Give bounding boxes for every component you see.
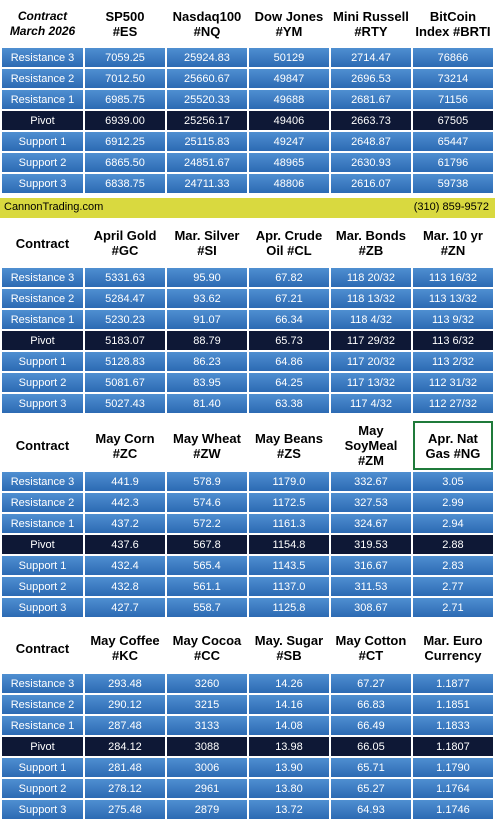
site-banner xyxy=(0,198,495,218)
contract-label: Contract xyxy=(2,421,83,470)
level-value: 1172.5 xyxy=(249,493,329,512)
level-value: 2696.53 xyxy=(331,69,411,88)
level-value: 117 29/32 xyxy=(331,331,411,350)
level-value: 2.88 xyxy=(413,535,493,554)
level-value: 67505 xyxy=(413,111,493,130)
level-row xyxy=(2,493,493,512)
level-label: Support 2 xyxy=(2,577,83,596)
level-value: 2681.67 xyxy=(331,90,411,109)
level-label: Pivot xyxy=(2,331,83,350)
level-label: Resistance 2 xyxy=(2,289,83,308)
level-value: 5128.83 xyxy=(85,352,165,371)
level-value: 6838.75 xyxy=(85,174,165,193)
level-label: Pivot xyxy=(2,535,83,554)
level-row xyxy=(2,758,493,777)
level-value: 3133 xyxy=(167,716,247,735)
contract-label: Contract xyxy=(2,220,83,266)
level-value: 2879 xyxy=(167,800,247,819)
level-value: 5230.23 xyxy=(85,310,165,329)
level-value: 3006 xyxy=(167,758,247,777)
contract-month: March 2026 xyxy=(9,24,76,38)
section-metals-energy-rates xyxy=(0,218,495,415)
col-header-selected: Apr. Nat Gas #NG xyxy=(413,421,493,470)
level-value: 6985.75 xyxy=(85,90,165,109)
col-header: Mini Russell #RTY xyxy=(331,2,411,46)
level-value: 2616.07 xyxy=(331,174,411,193)
level-value: 1.1877 xyxy=(413,674,493,693)
level-value: 86.23 xyxy=(167,352,247,371)
level-row xyxy=(2,598,493,617)
level-label: Resistance 3 xyxy=(2,48,83,67)
level-value: 1161.3 xyxy=(249,514,329,533)
level-value: 1.1764 xyxy=(413,779,493,798)
level-row xyxy=(2,514,493,533)
level-value: 48965 xyxy=(249,153,329,172)
level-value: 49688 xyxy=(249,90,329,109)
level-value: 5331.63 xyxy=(85,268,165,287)
level-value: 1.1851 xyxy=(413,695,493,714)
level-value: 49406 xyxy=(249,111,329,130)
level-value: 1.1833 xyxy=(413,716,493,735)
level-label: Resistance 2 xyxy=(2,493,83,512)
col-header: Apr. Crude Oil #CL xyxy=(249,220,329,266)
level-value: 572.2 xyxy=(167,514,247,533)
level-value: 112 27/32 xyxy=(413,394,493,413)
level-value: 2.71 xyxy=(413,598,493,617)
level-value: 561.1 xyxy=(167,577,247,596)
col-header: Nasdaq100 #NQ xyxy=(167,2,247,46)
level-row xyxy=(2,556,493,575)
level-value: 50129 xyxy=(249,48,329,67)
contract-label: Contract xyxy=(17,9,68,23)
level-label: Support 2 xyxy=(2,779,83,798)
level-value: 83.95 xyxy=(167,373,247,392)
col-header: May Corn #ZC xyxy=(85,421,165,470)
level-value: 13.98 xyxy=(249,737,329,756)
level-value: 25660.67 xyxy=(167,69,247,88)
level-row xyxy=(2,695,493,714)
level-row xyxy=(2,48,493,67)
level-value: 65.27 xyxy=(331,779,411,798)
level-value: 66.34 xyxy=(249,310,329,329)
level-row xyxy=(2,310,493,329)
level-value: 284.12 xyxy=(85,737,165,756)
level-label: Support 3 xyxy=(2,598,83,617)
level-value: 112 31/32 xyxy=(413,373,493,392)
level-value: 3215 xyxy=(167,695,247,714)
level-label: Resistance 2 xyxy=(2,69,83,88)
level-row xyxy=(2,779,493,798)
header-row xyxy=(2,421,493,470)
level-value: 442.3 xyxy=(85,493,165,512)
level-value: 118 4/32 xyxy=(331,310,411,329)
level-value: 578.9 xyxy=(167,472,247,491)
level-value: 65447 xyxy=(413,132,493,151)
col-header: SP500 #ES xyxy=(85,2,165,46)
pivot-row xyxy=(2,737,493,756)
level-row xyxy=(2,394,493,413)
col-header: May Wheat #ZW xyxy=(167,421,247,470)
level-value: 6912.25 xyxy=(85,132,165,151)
col-header: May SoyMeal #ZM xyxy=(331,421,411,470)
level-label: Support 3 xyxy=(2,174,83,193)
col-header: Mar. 10 yr #ZN xyxy=(413,220,493,266)
level-value: 88.79 xyxy=(167,331,247,350)
level-value: 25256.17 xyxy=(167,111,247,130)
level-value: 311.53 xyxy=(331,577,411,596)
header-row xyxy=(2,220,493,266)
level-value: 14.26 xyxy=(249,674,329,693)
level-value: 1125.8 xyxy=(249,598,329,617)
level-value: 565.4 xyxy=(167,556,247,575)
level-value: 117 13/32 xyxy=(331,373,411,392)
level-value: 293.48 xyxy=(85,674,165,693)
section-grains xyxy=(0,419,495,619)
level-row xyxy=(2,472,493,491)
level-value: 14.08 xyxy=(249,716,329,735)
level-label: Resistance 1 xyxy=(2,716,83,735)
col-header: May Coffee #KC xyxy=(85,624,165,672)
level-value: 81.40 xyxy=(167,394,247,413)
level-value: 91.07 xyxy=(167,310,247,329)
site-link[interactable]: CannonTrading.com xyxy=(4,201,104,213)
level-value: 5183.07 xyxy=(85,331,165,350)
level-value: 1.1807 xyxy=(413,737,493,756)
level-row xyxy=(2,289,493,308)
level-value: 437.6 xyxy=(85,535,165,554)
level-row xyxy=(2,352,493,371)
level-row xyxy=(2,674,493,693)
col-header: Mar. Euro Currency xyxy=(413,624,493,672)
pivot-row xyxy=(2,111,493,130)
level-row xyxy=(2,268,493,287)
col-header: BitCoin Index #BRTI xyxy=(413,2,493,46)
level-value: 63.38 xyxy=(249,394,329,413)
level-value: 290.12 xyxy=(85,695,165,714)
level-value: 567.8 xyxy=(167,535,247,554)
level-value: 113 6/32 xyxy=(413,331,493,350)
level-value: 2630.93 xyxy=(331,153,411,172)
level-value: 67.27 xyxy=(331,674,411,693)
level-value: 66.49 xyxy=(331,716,411,735)
level-value: 281.48 xyxy=(85,758,165,777)
level-value: 558.7 xyxy=(167,598,247,617)
level-row xyxy=(2,716,493,735)
level-value: 61796 xyxy=(413,153,493,172)
level-label: Resistance 3 xyxy=(2,472,83,491)
level-value: 65.71 xyxy=(331,758,411,777)
level-value: 2663.73 xyxy=(331,111,411,130)
level-label: Pivot xyxy=(2,737,83,756)
col-header: Mar. Silver #SI xyxy=(167,220,247,266)
col-header: May. Sugar #SB xyxy=(249,624,329,672)
level-row xyxy=(2,174,493,193)
section-indices xyxy=(0,0,495,195)
header-row xyxy=(2,2,493,46)
level-label: Support 2 xyxy=(2,153,83,172)
level-label: Support 1 xyxy=(2,132,83,151)
level-label: Support 1 xyxy=(2,758,83,777)
level-value: 332.67 xyxy=(331,472,411,491)
level-value: 117 4/32 xyxy=(331,394,411,413)
level-value: 113 2/32 xyxy=(413,352,493,371)
level-row xyxy=(2,153,493,172)
pivot-row xyxy=(2,535,493,554)
level-value: 93.62 xyxy=(167,289,247,308)
level-label: Resistance 1 xyxy=(2,90,83,109)
level-value: 7059.25 xyxy=(85,48,165,67)
level-label: Resistance 3 xyxy=(2,674,83,693)
level-label: Support 3 xyxy=(2,800,83,819)
phone-number: (310) 859-9572 xyxy=(413,201,489,213)
level-value: 6939.00 xyxy=(85,111,165,130)
level-value: 13.72 xyxy=(249,800,329,819)
level-value: 67.21 xyxy=(249,289,329,308)
level-row xyxy=(2,373,493,392)
level-label: Resistance 1 xyxy=(2,514,83,533)
col-header: May Beans #ZS xyxy=(249,421,329,470)
level-value: 14.16 xyxy=(249,695,329,714)
level-value: 308.67 xyxy=(331,598,411,617)
level-value: 2.83 xyxy=(413,556,493,575)
level-value: 2714.47 xyxy=(331,48,411,67)
pivot-row xyxy=(2,331,493,350)
level-value: 113 13/32 xyxy=(413,289,493,308)
level-value: 95.90 xyxy=(167,268,247,287)
level-label: Support 1 xyxy=(2,556,83,575)
level-value: 275.48 xyxy=(85,800,165,819)
level-value: 574.6 xyxy=(167,493,247,512)
level-value: 316.67 xyxy=(331,556,411,575)
level-row xyxy=(2,132,493,151)
level-value: 319.53 xyxy=(331,535,411,554)
level-value: 2961 xyxy=(167,779,247,798)
level-value: 49247 xyxy=(249,132,329,151)
level-value: 76866 xyxy=(413,48,493,67)
level-label: Support 1 xyxy=(2,352,83,371)
level-value: 437.2 xyxy=(85,514,165,533)
level-value: 5027.43 xyxy=(85,394,165,413)
level-value: 324.67 xyxy=(331,514,411,533)
level-value: 432.4 xyxy=(85,556,165,575)
level-value: 432.8 xyxy=(85,577,165,596)
header-row xyxy=(2,624,493,672)
level-value: 49847 xyxy=(249,69,329,88)
level-value: 118 20/32 xyxy=(331,268,411,287)
level-value: 67.82 xyxy=(249,268,329,287)
level-value: 113 16/32 xyxy=(413,268,493,287)
level-value: 25115.83 xyxy=(167,132,247,151)
section-softs-currency xyxy=(0,622,495,821)
level-row xyxy=(2,577,493,596)
level-label: Resistance 3 xyxy=(2,268,83,287)
level-value: 1179.0 xyxy=(249,472,329,491)
level-value: 25924.83 xyxy=(167,48,247,67)
level-value: 3088 xyxy=(167,737,247,756)
level-value: 441.9 xyxy=(85,472,165,491)
level-value: 1143.5 xyxy=(249,556,329,575)
level-value: 3.05 xyxy=(413,472,493,491)
col-header: Mar. Bonds #ZB xyxy=(331,220,411,266)
level-value: 3260 xyxy=(167,674,247,693)
level-value: 1.1790 xyxy=(413,758,493,777)
level-row xyxy=(2,90,493,109)
level-value: 118 13/32 xyxy=(331,289,411,308)
level-value: 2.94 xyxy=(413,514,493,533)
level-row xyxy=(2,800,493,819)
level-value: 73214 xyxy=(413,69,493,88)
col-header: May Cocoa #CC xyxy=(167,624,247,672)
level-value: 13.80 xyxy=(249,779,329,798)
level-value: 1137.0 xyxy=(249,577,329,596)
level-value: 66.83 xyxy=(331,695,411,714)
level-row xyxy=(2,69,493,88)
level-value: 59738 xyxy=(413,174,493,193)
level-label: Support 2 xyxy=(2,373,83,392)
level-value: 1154.8 xyxy=(249,535,329,554)
level-value: 25520.33 xyxy=(167,90,247,109)
level-value: 427.7 xyxy=(85,598,165,617)
level-value: 24711.33 xyxy=(167,174,247,193)
level-value: 64.25 xyxy=(249,373,329,392)
level-value: 24851.67 xyxy=(167,153,247,172)
level-value: 6865.50 xyxy=(85,153,165,172)
level-label: Resistance 1 xyxy=(2,310,83,329)
level-value: 48806 xyxy=(249,174,329,193)
level-value: 5284.47 xyxy=(85,289,165,308)
level-value: 113 9/32 xyxy=(413,310,493,329)
level-label: Pivot xyxy=(2,111,83,130)
level-value: 278.12 xyxy=(85,779,165,798)
level-value: 117 20/32 xyxy=(331,352,411,371)
level-value: 64.93 xyxy=(331,800,411,819)
level-value: 2648.87 xyxy=(331,132,411,151)
level-value: 2.99 xyxy=(413,493,493,512)
level-value: 7012.50 xyxy=(85,69,165,88)
level-value: 5081.67 xyxy=(85,373,165,392)
level-value: 2.77 xyxy=(413,577,493,596)
level-value: 1.1746 xyxy=(413,800,493,819)
level-label: Support 3 xyxy=(2,394,83,413)
level-value: 65.73 xyxy=(249,331,329,350)
col-header: April Gold #GC xyxy=(85,220,165,266)
level-value: 287.48 xyxy=(85,716,165,735)
level-value: 71156 xyxy=(413,90,493,109)
col-header: May Cotton #CT xyxy=(331,624,411,672)
level-value: 64.86 xyxy=(249,352,329,371)
contract-month-label xyxy=(2,2,83,46)
level-label: Resistance 2 xyxy=(2,695,83,714)
level-value: 13.90 xyxy=(249,758,329,777)
level-value: 66.05 xyxy=(331,737,411,756)
contract-label: Contract xyxy=(2,624,83,672)
level-value: 327.53 xyxy=(331,493,411,512)
col-header: Dow Jones #YM xyxy=(249,2,329,46)
